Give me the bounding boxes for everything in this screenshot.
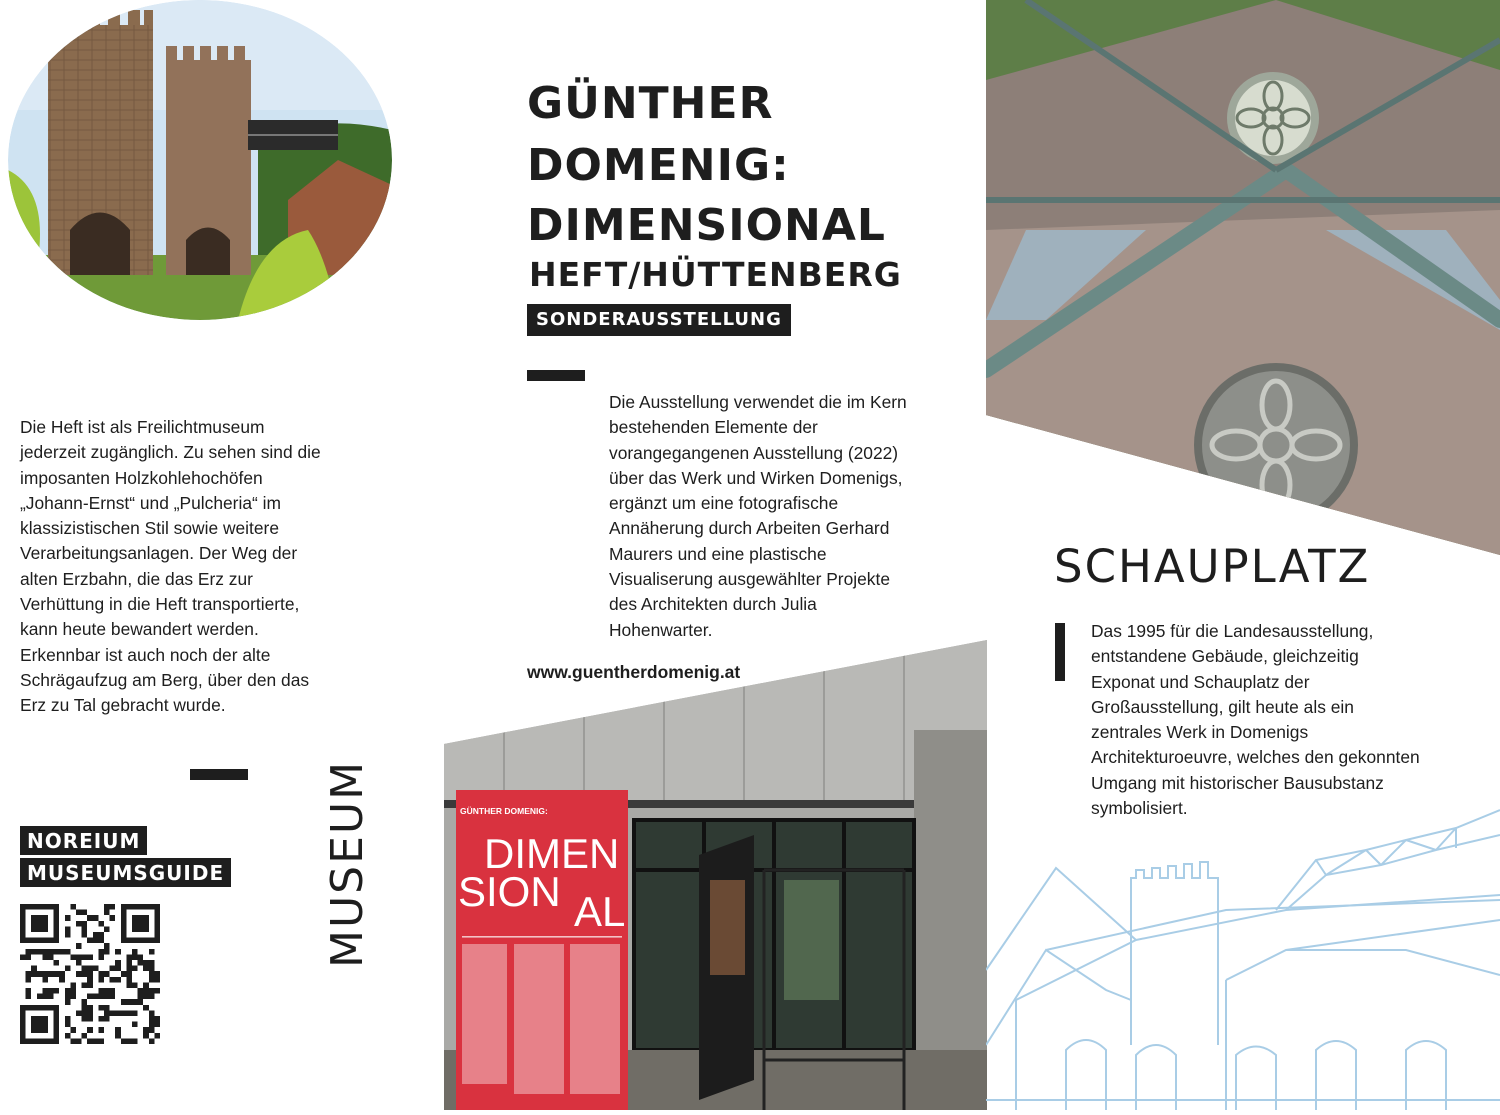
- poster-word-1: DIMEN: [484, 830, 620, 877]
- towers-photo: [8, 0, 392, 320]
- qr-code-graphic: [20, 904, 160, 1044]
- exhibition-badge: SONDERAUSSTELLUNG: [527, 304, 791, 336]
- poster-word-3: AL: [574, 888, 626, 935]
- poster-small-print: [462, 936, 622, 1094]
- museum-vertical-text: MUSEUM: [322, 759, 373, 968]
- title-line-3: DIMENSIONAL: [527, 200, 886, 251]
- exhibition-description: Die Ausstellung verwendet die im Kern bestehenden Elemente der vorangegangenen Ausstellung (2022) über das Werk und Wirken Domenigs, ergänzt um eine fotografische Annäherung durch Arbeiten Gerhard Maurers und eine plastische Visualiserung ausgewählter Projekte des Architekten durch Julia Hohenwarter.: [609, 392, 907, 640]
- venue-description: Das 1995 für die Landesausstellung, entstandene Gebäude, gleichzeitig Exponat und Schauplatz der Großausstellung, gilt heute als ein zentrales Werk in Domenigs Architekturoeuvre, welches den gekonnten Umgang mit historischer Bausubstanz symbolisiert.: [1091, 621, 1420, 819]
- building-line-drawing: [986, 800, 1500, 1110]
- entrance-photo: [444, 640, 987, 1110]
- guide-label-noreium: NOREIUM: [20, 826, 147, 855]
- poster-word-2: SION: [458, 868, 561, 915]
- title-line-2: DOMENIG:: [527, 140, 790, 191]
- website-link[interactable]: www.guentherdomenig.at: [527, 662, 741, 682]
- section-heading: SCHAUPLATZ: [1054, 540, 1371, 593]
- qr-code[interactable]: [20, 904, 160, 1044]
- gable-photo: [986, 0, 1500, 555]
- intro-text: Die Heft ist als Freilichtmuseum jederzeit zugänglich. Zu sehen sind die imposanten Holzkohlehochöfen „Johann-Ernst“ und „Pulcheria“ im klassizistischen Stil sowie weitere Verarbeitungsanlagen. Der Weg der alten Erzbahn, die das Erz zur Verhüttung in die Heft transportierte, kann heute bewandert werden. Erkennbar ist auch noch der alte Schrägaufzug am Berg, über den das Erz zu Tal gebracht wurde.: [20, 417, 321, 716]
- poster-header: GÜNTHER DOMENIG:: [460, 806, 548, 816]
- accent-dash: [527, 370, 585, 381]
- guide-label-museumsguide: MUSEUMSGUIDE: [20, 858, 231, 887]
- accent-bar: [1055, 623, 1065, 681]
- subtitle: HEFT/HÜTTENBERG: [529, 255, 902, 294]
- accent-dash: [190, 769, 248, 780]
- museum-vertical-label: [250, 759, 373, 968]
- title-line-1: GÜNTHER: [527, 78, 774, 129]
